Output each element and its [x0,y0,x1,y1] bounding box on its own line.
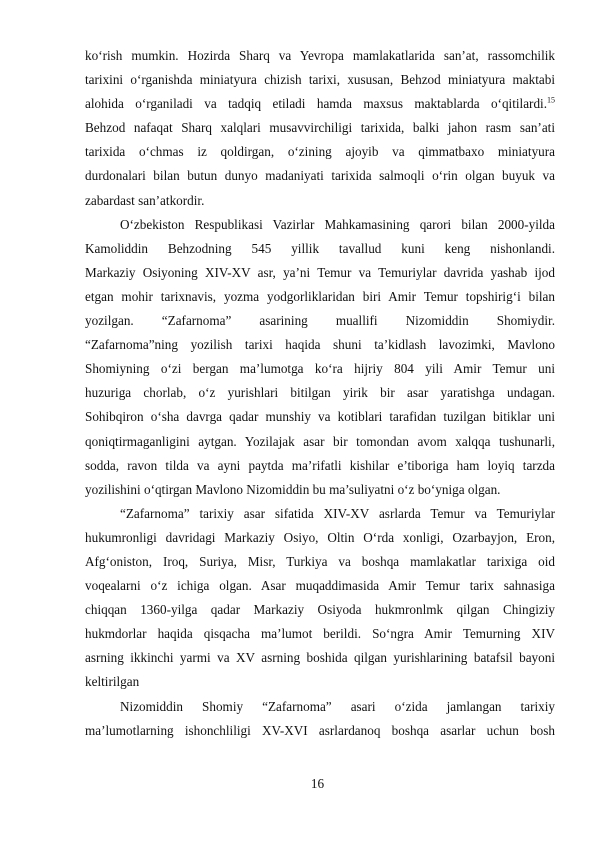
text-line: keltirilgan [85,674,140,690]
text-line: hukumronligi davridagi Markaziy Osiyo, Oltin O‘rda xonligi, Ozarbayjon, Eron, [85,529,555,545]
footnote-reference[interactable]: 15 [547,95,555,105]
text-line: tarixida o‘chmas iz qoldirgan, o‘zining ajoyib va qimmatbaxo miniatyura [85,144,555,160]
page-number: 16 [310,776,325,791]
paragraph-first-line: “Zafarnoma” tarixiy asar sifatida XIV-XV asrlarda Temur va Temuriylar [120,505,555,521]
text-line: chiqqan 1360-yilga qadar Markaziy Osiyoda hukmronlmk qilgan Chingiziy [85,602,555,618]
text-line [85,92,555,116]
text-line-content: alohida o‘rganiladi va tadqiq etiladi hamda maxsus maktablarda o‘qitilardi. [85,96,547,112]
text-line: yozilgan. “Zafarnoma” asarining muallifi Nizomiddin Shomiydir. [85,313,555,329]
text-line: qoniqtirmaganligini aytgan. Yozilajak asar bir tomondan avom xalqqa tushunarli, [85,433,555,449]
text-line: huzuriga chorlab, o‘z yurishlari bitilgan yirik bir asar yaratishga undagan. [85,385,555,401]
text-line: Markaziy Osiyoning XIV-XV asr, ya’ni Temur va Temuriylar davrida yashab ijod [85,264,555,280]
text-line: Shomiyning o‘zi bergan ma’lumotga ko‘ra hijriy 804 yili Amir Temur uni [85,361,555,377]
document-body [85,44,555,743]
text-line: ma’lumotlarning ishonchliligi XV-XVI asrlardanoq boshqa asarlar uchun bosh [85,722,555,738]
paragraph-first-line: Nizomiddin Shomiy “Zafarnoma” asari o‘zida jamlangan tarixiy [120,698,555,714]
text-line: hukmdorlar haqida qisqacha ma’lumot berildi. So‘ngra Amir Temurning XIV [85,626,555,642]
text-line: durdonalari bilan butun dunyo madaniyati tarixida salmoqli o‘rin olgan buyuk va [85,168,555,184]
text-line: tarixini o‘rganishda miniatyura chizish tarixi, xususan, Behzod miniatyura maktabi [85,72,555,88]
text-line: ko‘rish mumkin. Hozirda Sharq va Yevropa mamlakatlarida san’at, rassomchilik [85,48,555,63]
paragraph-first-line: O‘zbekiston Respublikasi Vazirlar Mahkamasining qarori bilan 2000-yilda [120,216,555,232]
text-line: yozilishini o‘qtirgan Mavlono Nizomiddin bu ma’suliyatni o‘z bo‘yniga olgan. [85,481,501,497]
text-line: etgan mohir tarixnavis, yozma yodgorliklaridan biri Amir Temur topshirig‘i bilan [85,288,555,304]
text-line: Afg‘oniston, Iroq, Suriya, Misr, Turkiya va boshqa mamlakatlar tarixiga oid [85,553,555,569]
text-line: Behzod nafaqat Sharq xalqlari musavvirchiligi tarixida, balki jahon rasm san’ati [85,120,555,136]
text-line: Sohibqiron o‘sha davrga qadar munshiy va kotiblari tarafidan tuzilgan bitiklar uni [85,409,555,425]
text-line: “Zafarnoma”ning yozilish tarixi haqida shuni ta’kidlash lavozimki, Mavlono [85,337,555,353]
text-line: asrning ikkinchi yarmi va XV asrning boshida qilgan yurishlarining batafsil bayoni [85,650,555,666]
text-line: voqealarni o‘z ichiga olgan. Asar muqaddimasida Amir Temur tarix sahnasiga [85,578,555,594]
text-line: zabardast san’atkordir. [85,192,205,208]
text-line: sodda, ravon tilda va ayni paytda ma’rifatli kishilar e’tiboriga ham loyiq tarzda [85,457,555,473]
text-line: Kamoliddin Behzodning 545 yillik tavallud kuni keng nishonlandi. [85,240,555,256]
